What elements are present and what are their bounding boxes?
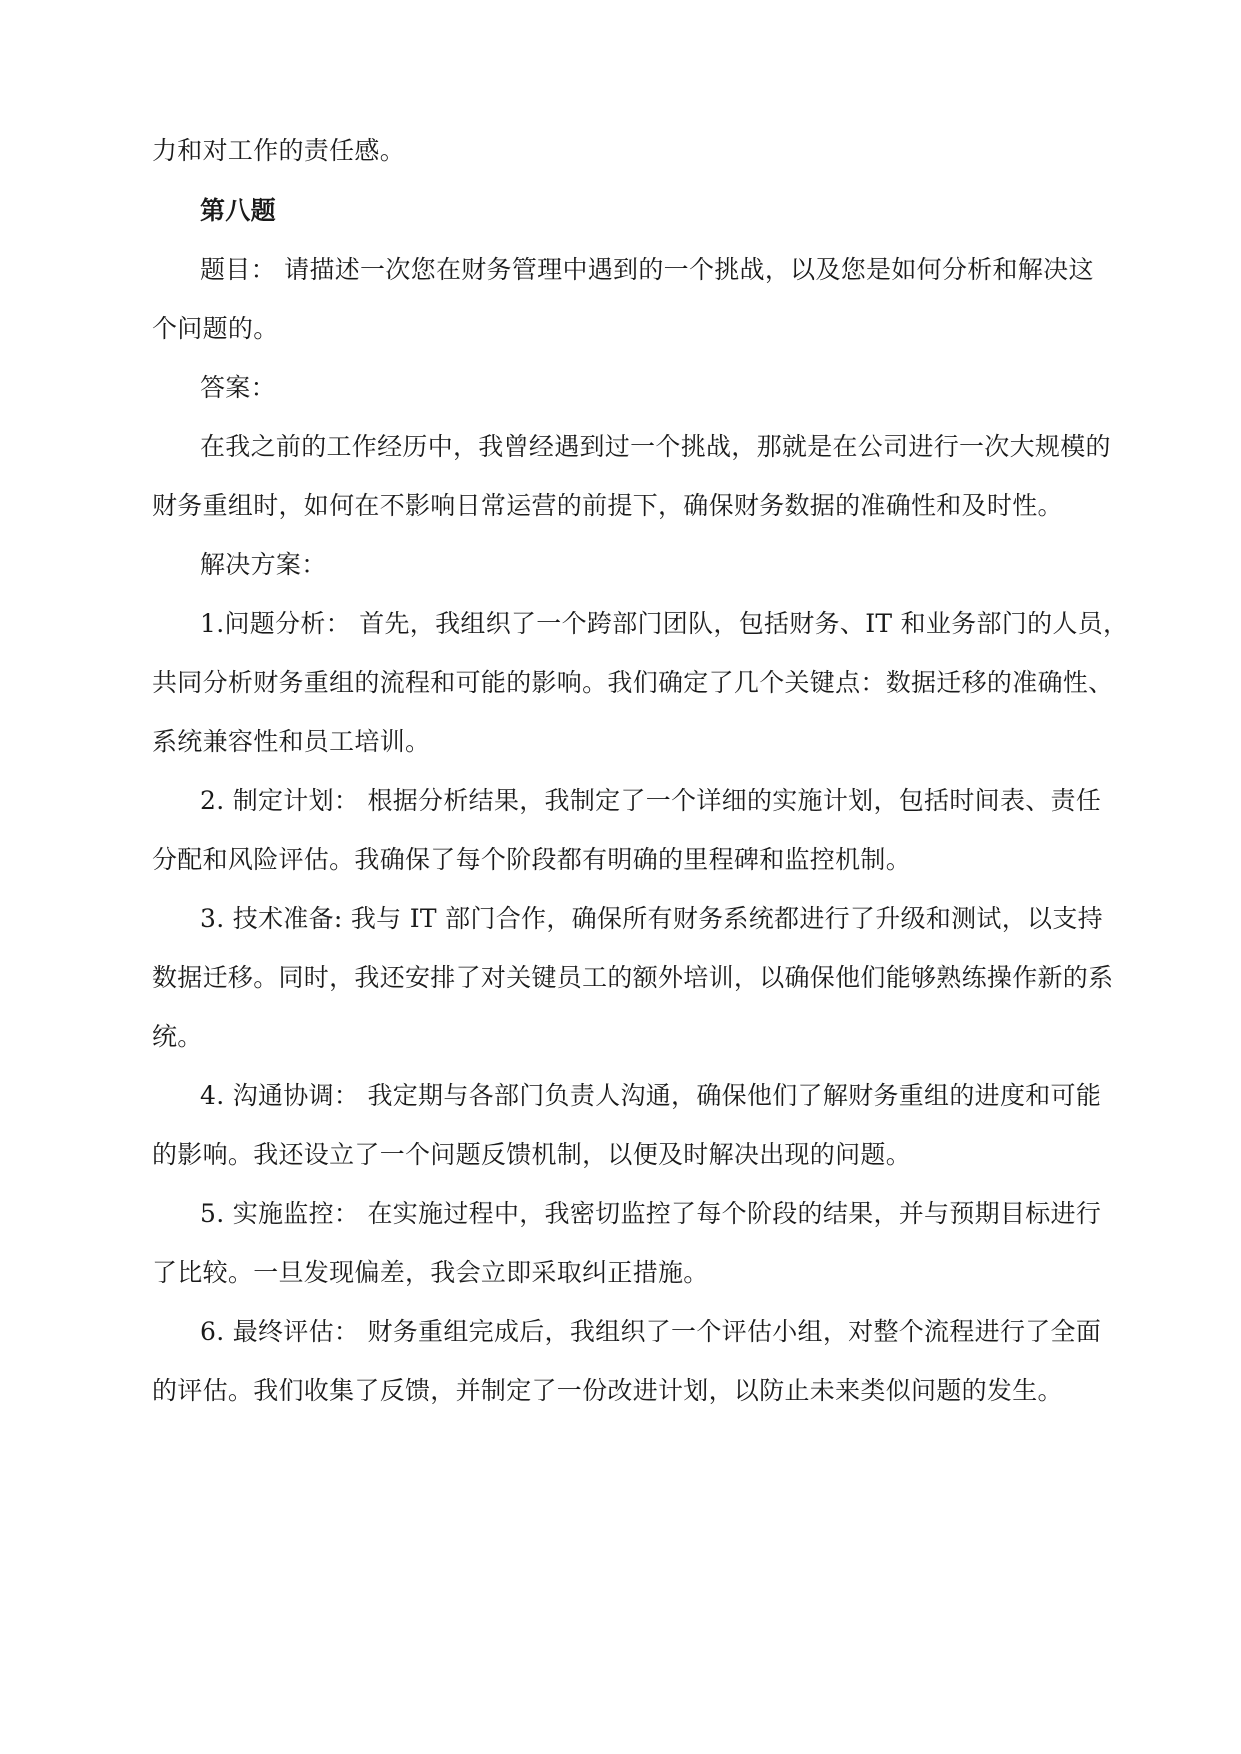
paragraph-line: 在我之前的工作经历中，我曾经遇到过一个挑战，那就是在公司进行一次大规模的 bbox=[200, 432, 1111, 461]
text-line: 力和对工作的责任感。 bbox=[152, 136, 406, 165]
section-heading: 第八题 bbox=[200, 196, 276, 225]
list-item-line: 了比较。一旦发现偏差，我会立即采取纠正措施。 bbox=[152, 1258, 709, 1287]
list-item-line: 6. 最终评估： 财务重组完成后，我组织了一个评估小组，对整个流程进行了全面 bbox=[200, 1317, 1102, 1346]
list-item-line: 1.问题分析： 首先，我组织了一个跨部门团队，包括财务、IT 和业务部门的人员， bbox=[200, 609, 1129, 638]
list-item-line: 4. 沟通协调： 我定期与各部门负责人沟通，确保他们了解财务重组的进度和可能 bbox=[200, 1081, 1102, 1110]
list-item-line: 共同分析财务重组的流程和可能的影响。我们确定了几个关键点：数据迁移的准确性、 bbox=[152, 668, 1114, 697]
list-item-line: 系统兼容性和员工培训。 bbox=[152, 727, 431, 756]
list-item-line: 统。 bbox=[152, 1022, 203, 1051]
paragraph-line: 财务重组时，如何在不影响日常运营的前提下，确保财务数据的准确性和及时性。 bbox=[152, 491, 1063, 520]
solution-label: 解决方案： bbox=[200, 550, 327, 579]
list-item-line: 5. 实施监控： 在实施过程中，我密切监控了每个阶段的结果，并与预期目标进行 bbox=[200, 1199, 1102, 1228]
answer-label: 答案： bbox=[200, 373, 276, 402]
question-line: 个问题的。 bbox=[152, 314, 279, 343]
list-item-line: 分配和风险评估。我确保了每个阶段都有明确的里程碑和监控机制。 bbox=[152, 845, 912, 874]
list-item-line: 2. 制定计划： 根据分析结果，我制定了一个详细的实施计划，包括时间表、责任 bbox=[200, 786, 1102, 815]
question-line: 题目： 请描述一次您在财务管理中遇到的一个挑战，以及您是如何分析和解决这 bbox=[200, 255, 1094, 284]
list-item-line: 的评估。我们收集了反馈，并制定了一份改进计划，以防止未来类似问题的发生。 bbox=[152, 1376, 1063, 1405]
list-item-line: 3. 技术准备: 我与 IT 部门合作，确保所有财务系统都进行了升级和测试，以支持 bbox=[200, 904, 1103, 933]
list-item-line: 的影响。我还设立了一个问题反馈机制，以便及时解决出现的问题。 bbox=[152, 1140, 912, 1169]
list-item-line: 数据迁移。同时，我还安排了对关键员工的额外培训，以确保他们能够熟练操作新的系 bbox=[152, 963, 1114, 992]
